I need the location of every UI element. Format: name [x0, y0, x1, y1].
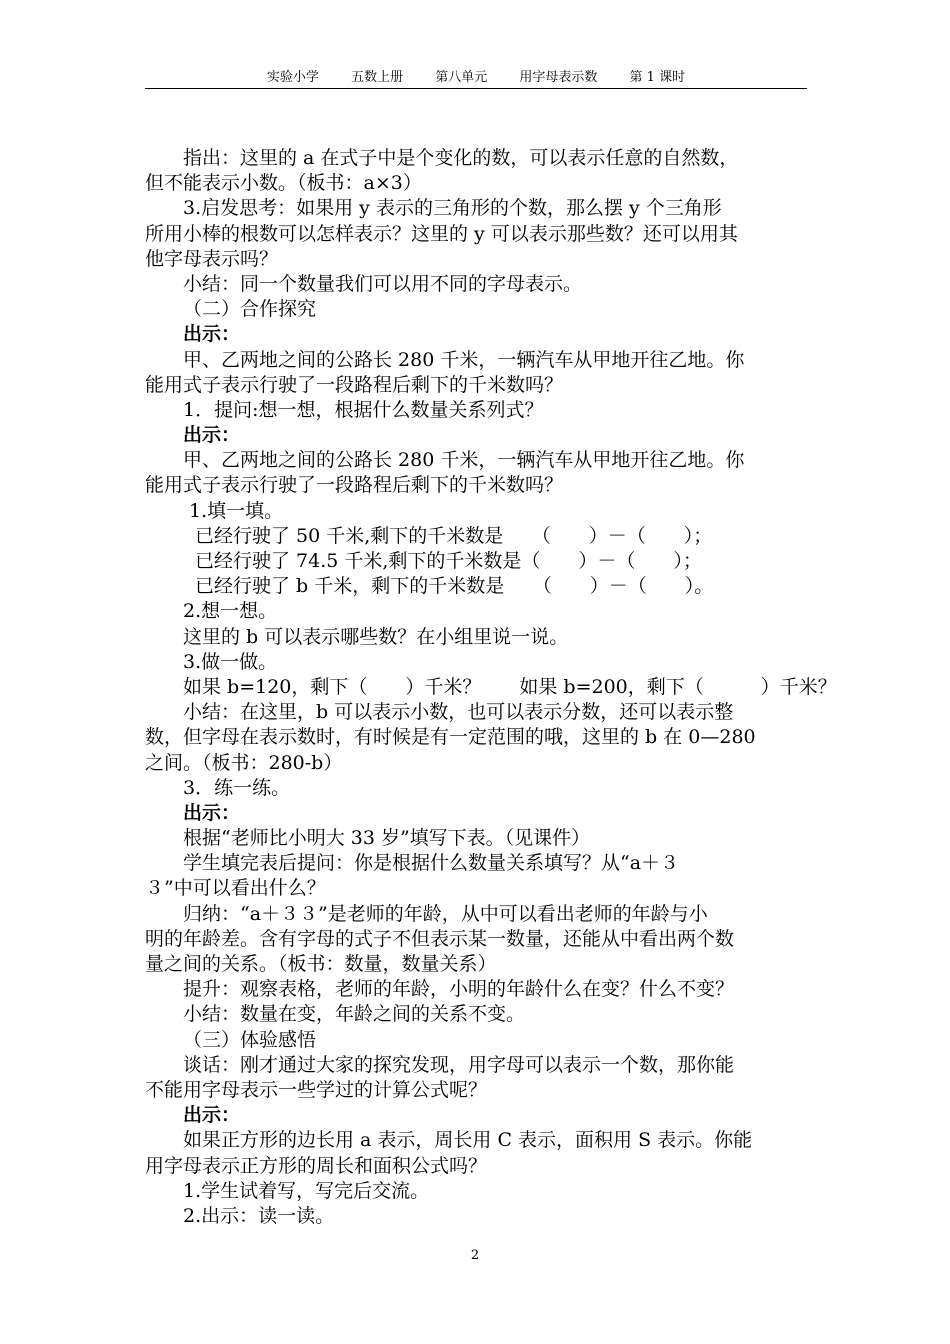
- text-line: 归纳：“a＋３３”是老师的年龄，从中可以看出老师的年龄与小: [183, 902, 708, 925]
- text-line: 出示：: [183, 801, 241, 824]
- text-line: 但不能表示小数。（板书：a×3）: [145, 172, 422, 195]
- text-line: 数，但字母在表示数时，有时候是有一定范围的哦，这里的 b 在 0—280: [145, 726, 756, 749]
- text-line: 2.出示：读一读。: [183, 1204, 335, 1227]
- text-line: 1.填一填。: [189, 499, 284, 522]
- text-line: 所用小棒的根数可以怎样表示？这里的 y 可以表示那些数？还可以用其: [145, 222, 738, 245]
- text-line: 用字母表示正方形的周长和面积公式吗？: [145, 1154, 488, 1177]
- text-line: 1.学生试着写，写完后交流。: [183, 1179, 430, 1202]
- header-topic: 用字母表示数: [519, 70, 598, 85]
- text-line: 3.启发思考：如果用 y 表示的三角形的个数，那么摆 y 个三角形: [183, 197, 722, 220]
- text-line: 小结：在这里，b 可以表示小数，也可以表示分数，还可以表示整: [183, 701, 734, 724]
- text-line: 能用式子表示行驶了一段路程后剩下的千米数吗？: [145, 373, 564, 396]
- text-line: 已经行驶了 50 千米,剩下的千米数是 （ ）－（ ）；: [195, 524, 713, 547]
- text-line: 甲、乙两地之间的公路长 280 千米，一辆汽车从甲地开往乙地。你: [183, 348, 745, 371]
- text-line: ３”中可以看出什么？: [145, 877, 326, 900]
- text-line: 谈话：刚才通过大家的探究发现，用字母可以表示一个数，那你能: [183, 1053, 735, 1076]
- text-line: 已经行驶了 b 千米，剩下的千米数是 （ ）－（ ）。: [195, 575, 714, 598]
- text-line: 学生填完表后提问：你是根据什么数量关系填写？从“a＋３: [183, 852, 680, 875]
- text-line: 不能用字母表示一些学过的计算公式呢？: [145, 1078, 488, 1101]
- header-school: 实验小学: [266, 70, 319, 85]
- text-line: 出示：: [183, 323, 241, 346]
- text-line: 指出：这里的 a 在式子中是个变化的数，可以表示任意的自然数，: [183, 147, 739, 169]
- header-grade: 五数上册: [351, 70, 404, 85]
- page-header: [145, 66, 807, 89]
- text-line: 能用式子表示行驶了一段路程后剩下的千米数吗？: [145, 474, 564, 497]
- text-line: 1．提问:想一想，根据什么数量关系列式？: [183, 398, 544, 421]
- document-body: [145, 146, 837, 1229]
- text-line: 出示：: [183, 424, 241, 447]
- text-line: 根据“老师比小明大 33 岁”填写下表。（见课件）: [183, 827, 591, 850]
- text-line: （二）合作探究: [183, 298, 317, 321]
- text-line: 他字母表示吗？: [145, 247, 279, 270]
- text-line: 已经行驶了 74.5 千米,剩下的千米数是（ ）－（ ）；: [195, 550, 702, 572]
- text-line: 出示：: [183, 1104, 241, 1127]
- text-line: （三）体验感悟: [183, 1028, 317, 1051]
- text-line: 这里的 b 可以表示哪些数？在小组里说一说。: [183, 625, 569, 648]
- text-line: 小结：同一个数量我们可以用不同的字母表示。: [183, 272, 583, 295]
- text-line: 量之间的关系。（板书：数量，数量关系）: [145, 953, 497, 975]
- text-line: 小结：数量在变，年龄之间的关系不变。: [183, 1003, 526, 1026]
- header-lesson: 第 1 课时: [629, 70, 686, 85]
- text-line: 之间。（板书：280-b）: [145, 751, 343, 774]
- text-line: 提升：观察表格，老师的年龄，小明的年龄什么在变？什么不变？: [183, 978, 735, 1001]
- text-line: 3．练一练。: [183, 776, 291, 799]
- header-unit: 第八单元: [435, 70, 488, 85]
- text-line: 3.做一做。: [183, 650, 278, 673]
- text-line: 明的年龄差。含有字母的式子不但表示某一数量，还能从中看出两个数: [145, 927, 735, 950]
- text-line: 甲、乙两地之间的公路长 280 千米，一辆汽车从甲地开往乙地。你: [183, 449, 745, 472]
- text-line: 如果 b=120，剩下（ ）千米？ 如果 b=200，剩下（ ）千米？: [183, 675, 837, 698]
- text-line: 2.想一想。: [183, 600, 278, 623]
- page-number: 2: [470, 1248, 480, 1263]
- text-line: 如果正方形的边长用 a 表示，周长用 C 表示，面积用 S 表示。你能: [183, 1129, 753, 1152]
